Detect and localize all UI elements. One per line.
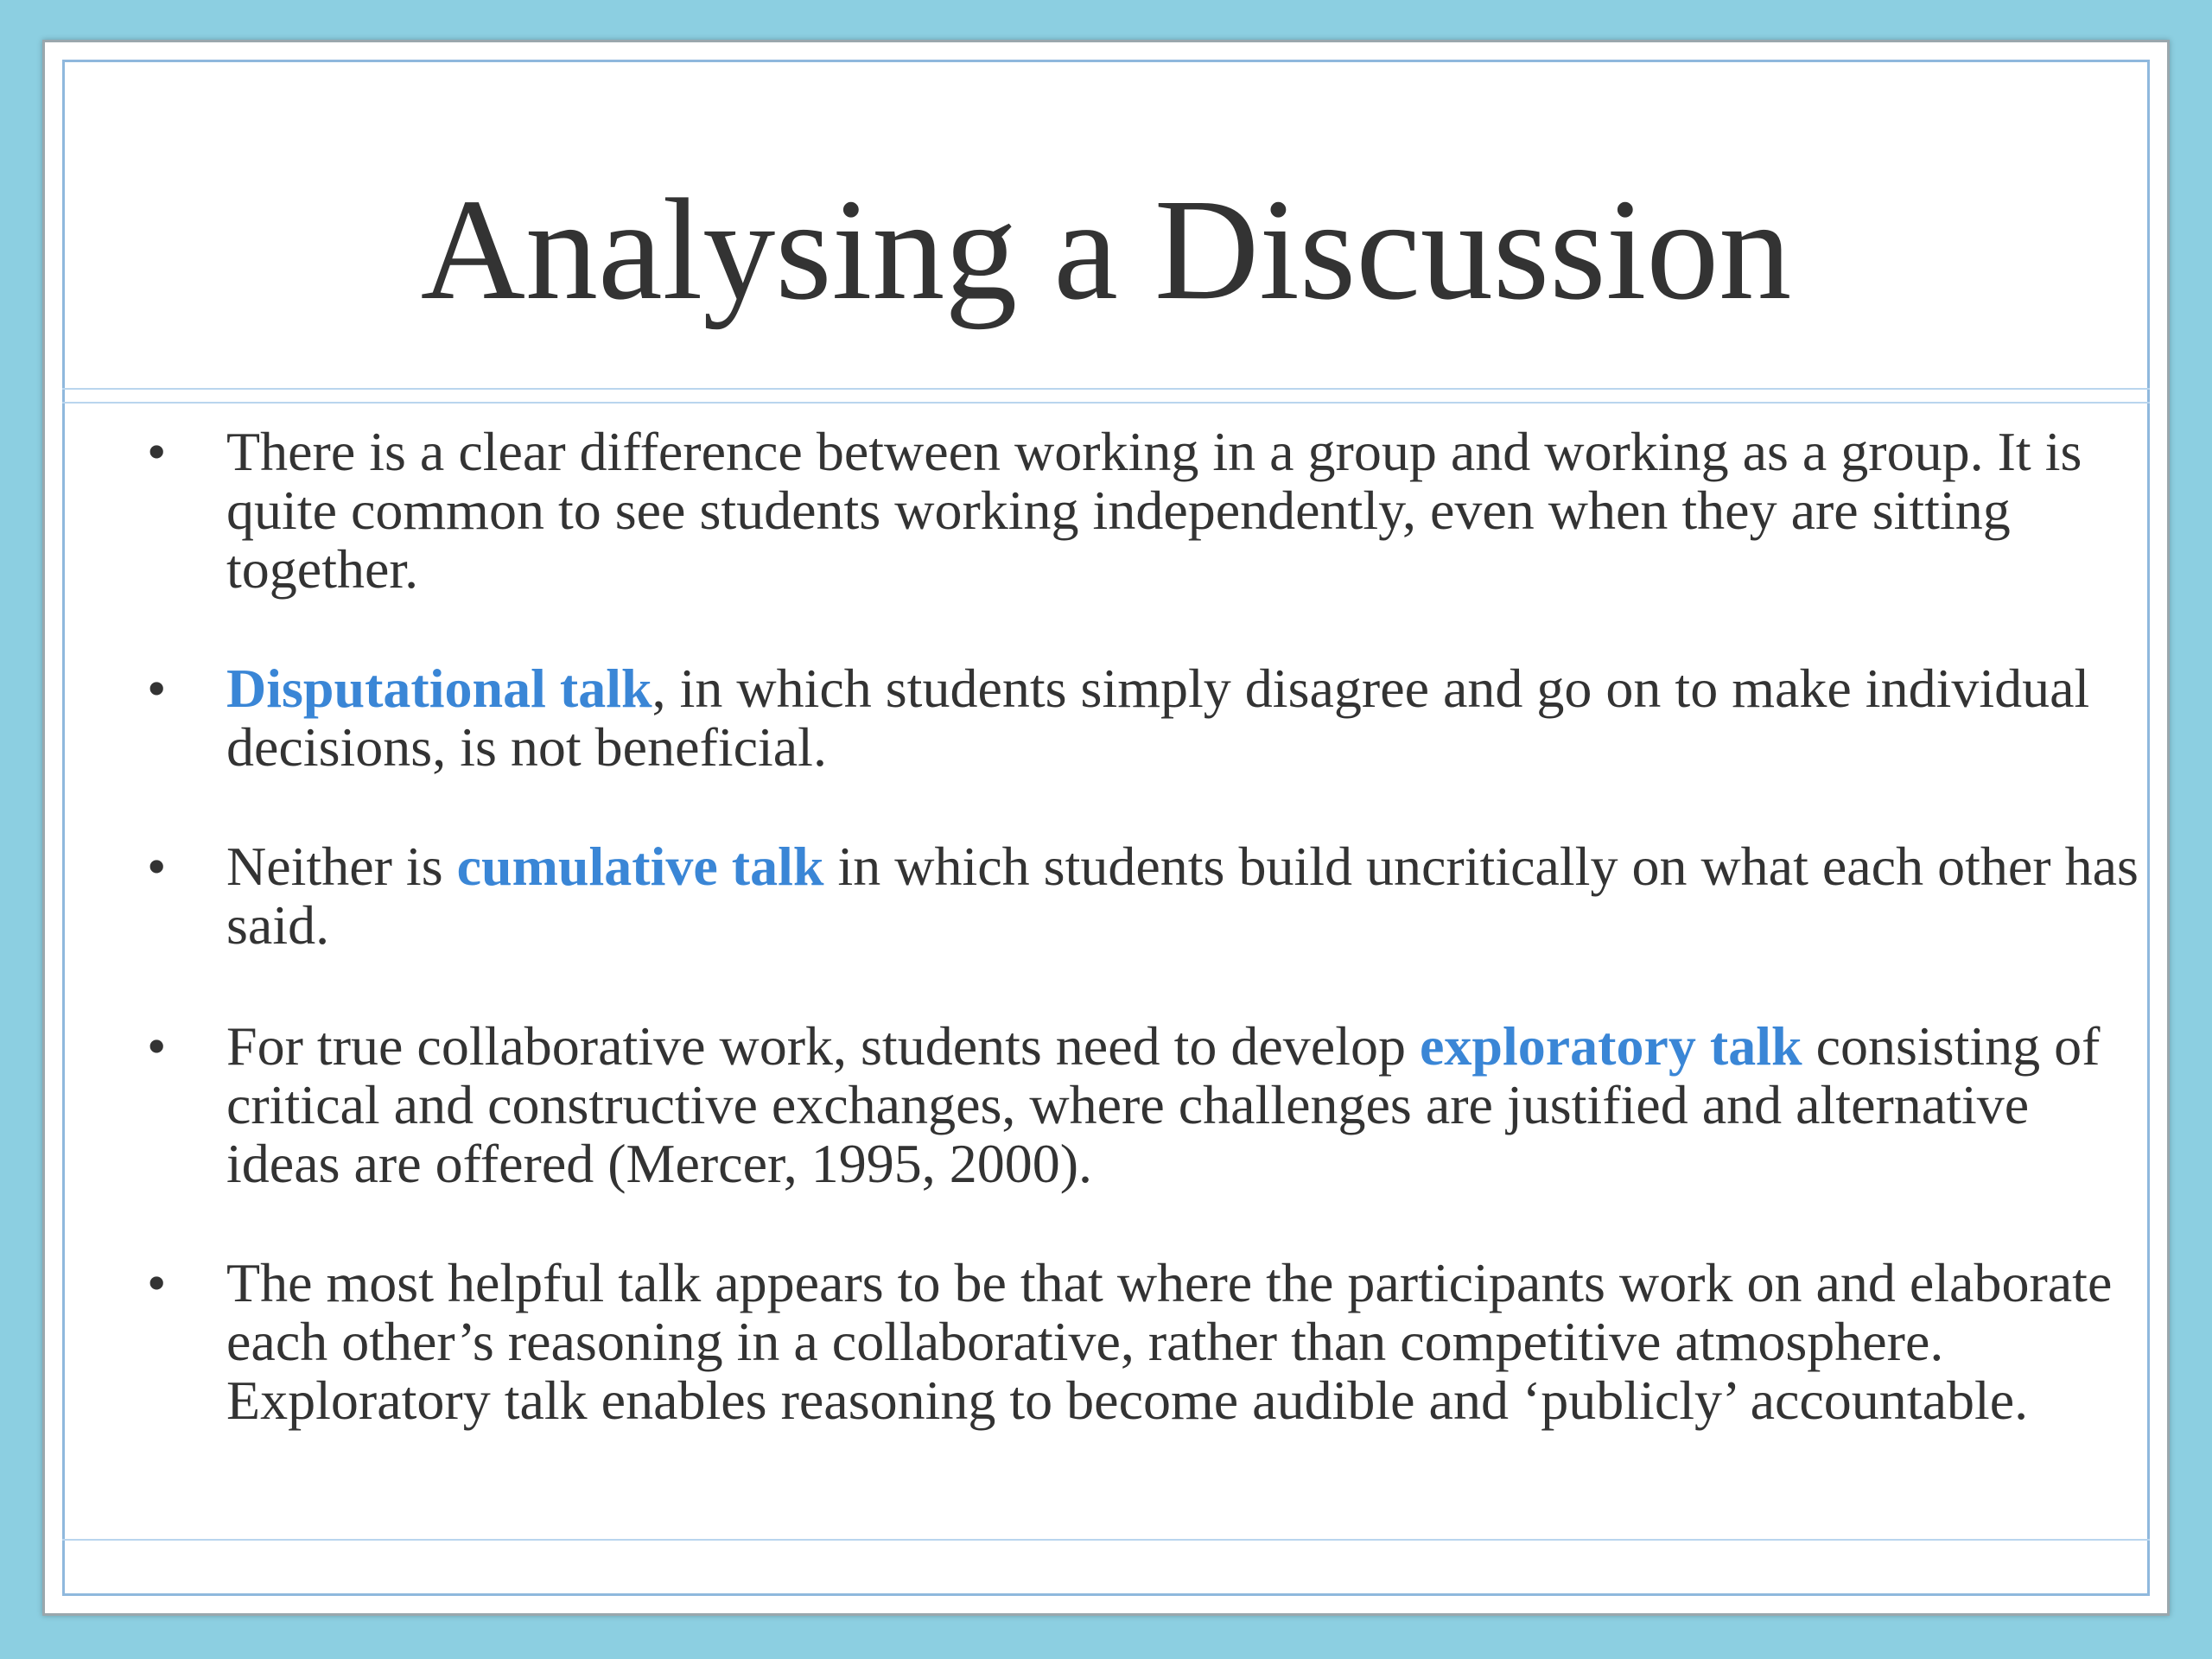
bullet-text <box>226 1017 2153 1193</box>
slide <box>42 40 2170 1616</box>
footer-divider <box>62 1539 2150 1541</box>
bullet-text <box>226 659 2153 777</box>
bullet-body: The most helpful talk appears to be that where the participants work on and elaborate each other’s reasoning in a collaborative, rather than competitive atmosphere. Exploratory talk enables reasoning to become audible and ‘publicly’ accountable. <box>226 1252 2113 1431</box>
bullet-body: in which students build uncritically on what each other has said. <box>226 836 2139 956</box>
title-divider-top <box>62 388 2150 390</box>
bullet-marker: • <box>147 836 167 897</box>
bullet-body-lead: Neither is <box>226 836 457 897</box>
keyword-cumulative-talk: cumulative talk <box>456 836 824 897</box>
bullet-text <box>226 837 2153 955</box>
bullet-body: consisting of critical and constructive exchanges, where challenges are justified and alternative ideas are offered (Mercer, 1995, 2000). <box>226 1015 2101 1194</box>
bullet-marker: • <box>147 1252 167 1313</box>
bullet-body: There is a clear difference between working in a group and working as a group. It is quite common to see students working independently, even when they are sitting together. <box>226 421 2082 600</box>
bullet-text <box>226 1254 2153 1430</box>
bullet-body: , in which students simply disagree and go on to make individual decisions, is not beneficial. <box>226 658 2090 778</box>
bullet-marker: • <box>147 421 167 482</box>
title-divider-bottom <box>62 402 2150 404</box>
slide-title: Analysing a Discussion <box>420 169 1792 330</box>
keyword-disputational-talk: Disputational talk <box>226 658 652 719</box>
bullet-marker: • <box>147 1015 167 1077</box>
bullet-marker: • <box>147 658 167 719</box>
keyword-exploratory-talk: exploratory talk <box>1419 1015 1802 1077</box>
bullet-text <box>226 423 2153 599</box>
bullet-body-lead: For true collaborative work, students need to develop <box>226 1015 1420 1077</box>
